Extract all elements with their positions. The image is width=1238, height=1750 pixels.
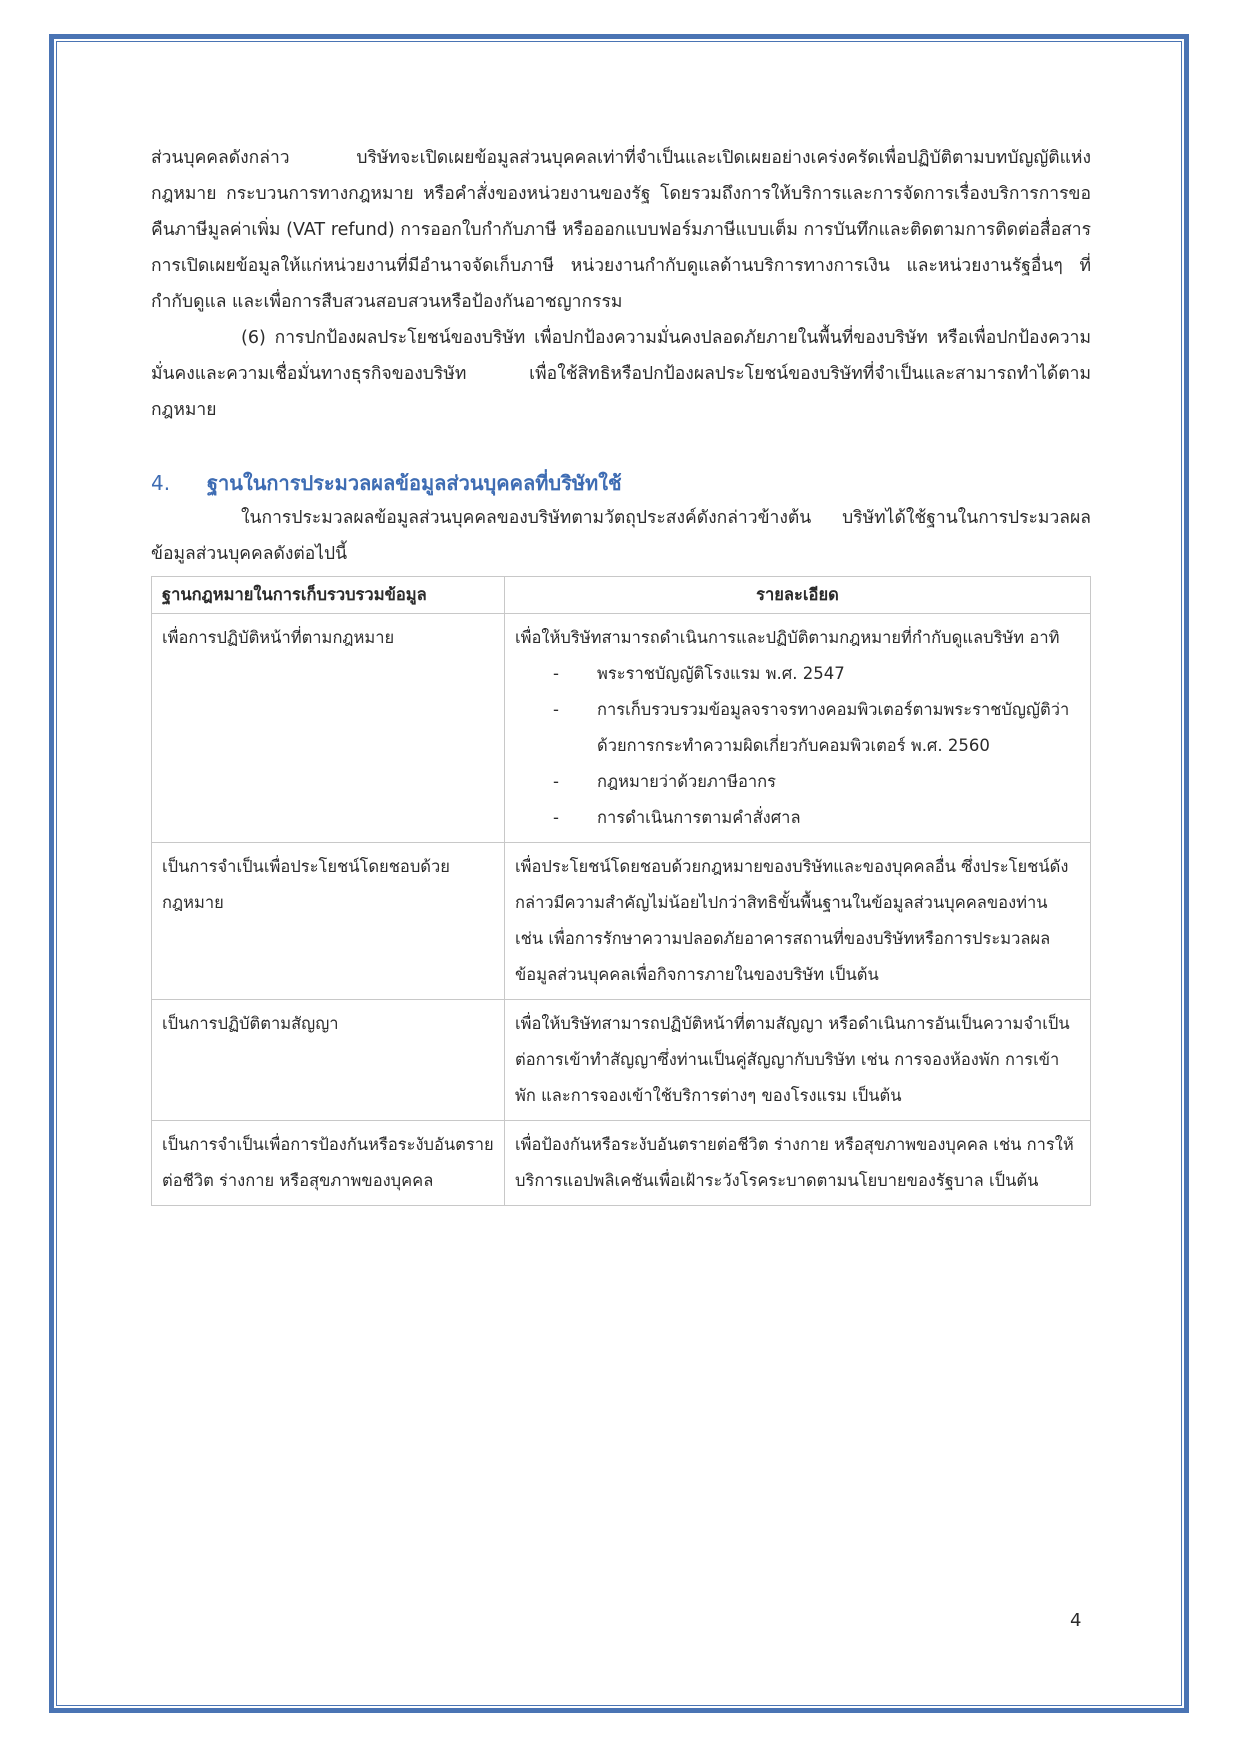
list-item-text: การดำเนินการตามคำสั่งศาล [597, 808, 801, 827]
header-legal-basis: ฐานกฎหมายในการเก็บรวบรวมข้อมูล [152, 577, 505, 614]
list-item: - การดำเนินการตามคำสั่งศาล [515, 800, 1080, 836]
paragraph-protect-interest: (6) การปกป้องผลประโยชน์ของบริษัท เพื่อปกป้องความมั่นคงปลอดภัยภายในพื้นที่ของบริษัท หรือเพื่อปกป้องความมั่นคงและความเชื่อมั่นทางธุรกิจของบริษัท เพื่อใช้สิทธิหรือปกป้องผลประโยชน์ของบริษัทที่จำเป็นและสามารถทำได้ตามกฎหมาย [151, 328, 1091, 420]
header-detail: รายละเอียด [505, 577, 1091, 614]
basis-cell: เป็นการจำเป็นเพื่อการป้องกันหรือระงับอันตรายต่อชีวิต ร่างกาย หรือสุขภาพของบุคคล [152, 1121, 505, 1206]
basis-cell: เป็นการจำเป็นเพื่อประโยชน์โดยชอบด้วยกฎหมาย [152, 843, 505, 1000]
list-item: - กฎหมายว่าด้วยภาษีอากร [515, 764, 1080, 800]
list-item-text: กฎหมายว่าด้วยภาษีอากร [597, 772, 776, 791]
list-item-text: การเก็บรวบรวมข้อมูลจราจรทางคอมพิวเตอร์ตามพระราชบัญญัติว่าด้วยการกระทำความผิดเกี่ยวกับคอมพิวเตอร์ พ.ศ. 2560 [597, 700, 1070, 755]
detail-cell: เพื่อป้องกันหรือระงับอันตรายต่อชีวิต ร่างกาย หรือสุขภาพของบุคคล เช่น การให้บริการแอปพลิเคชันเพื่อเฝ้าระวังโรคระบาดตามนโยบายของรัฐบาล เป็นต้น [505, 1121, 1091, 1206]
table-row [152, 614, 1091, 843]
detail-cell: เพื่อประโยชน์โดยชอบด้วยกฎหมายของบริษัทและของบุคคลอื่น ซึ่งประโยชน์ดังกล่าวมีความสำคัญไม่น้อยไปกว่าสิทธิขั้นพื้นฐานในข้อมูลส่วนบุคคลของท่าน เช่น เพื่อการรักษาความปลอดภัยอาคารสถานที่ของบริษัทหรือการประมวลผลข้อมูลส่วนบุคคลเพื่อกิจการภายในของบริษัท เป็นต้น [505, 843, 1091, 1000]
list-item: - การเก็บรวบรวมข้อมูลจราจรทางคอมพิวเตอร์ตามพระราชบัญญัติว่าด้วยการกระทำความผิดเกี่ยวกับคอมพิวเตอร์ พ.ศ. 2560 [515, 692, 1080, 764]
page-number: 4 [1070, 1610, 1082, 1631]
basis-cell: เป็นการปฏิบัติตามสัญญา [152, 1000, 505, 1121]
section-heading [151, 466, 1091, 500]
list-item: - พระราชบัญญัติโรงแรม พ.ศ. 2547 [515, 656, 1080, 692]
legal-basis-table [151, 576, 1091, 1206]
table-header-row [152, 577, 1091, 614]
paragraph-intro: ในการประมวลผลข้อมูลส่วนบุคคลของบริษัทตามวัตถุประสงค์ดังกล่าวข้างต้น บริษัทได้ใช้ฐานในการประมวลผลข้อมูลส่วนบุคคลดังต่อไปนี้ [151, 508, 1091, 564]
section-title: ฐานในการประมวลผลข้อมูลส่วนบุคคลที่บริษัทใช้ [207, 471, 622, 495]
table-row [152, 843, 1091, 1000]
paragraph-disclosure: ส่วนบุคคลดังกล่าว บริษัทจะเปิดเผยข้อมูลส่วนบุคคลเท่าที่จำเป็นและเปิดเผยอย่างเคร่งครัดเพื่อปฏิบัติตามบทบัญญัติแห่งกฎหมาย กระบวนการทางกฎหมาย หรือคำสั่งของหน่วยงานของรัฐ โดยรวมถึงการให้บริการและการจัดการเรื่องบริการการขอคืนภาษีมูลค่าเพิ่ม (VAT refund) การออกใบกำกับภาษี หรือออกแบบฟอร์มภาษีแบบเต็ม การบันทึกและติดตามการติดต่อสื่อสาร การเปิดเผยข้อมูลให้แก่หน่วยงานที่มีอำนาจจัดเก็บภาษี หน่วยงานกำกับดูแลด้านบริการทางการเงิน และหน่วยงานรัฐอื่นๆ ที่กำกับดูแล และเพื่อการสืบสวนสอบสวนหรือป้องกันอาชญากรรม [151, 148, 1091, 312]
detail-text: เพื่อให้บริษัทสามารถดำเนินการและปฏิบัติตามกฎหมายที่กำกับดูแลบริษัท อาทิ [515, 628, 1060, 647]
list-item-text: พระราชบัญญัติโรงแรม พ.ศ. 2547 [597, 664, 845, 683]
section-number: 4. [151, 471, 171, 495]
document-body [151, 140, 1091, 1206]
detail-cell [505, 614, 1091, 843]
law-list [515, 656, 1080, 836]
table-row [152, 1121, 1091, 1206]
table-row [152, 1000, 1091, 1121]
basis-cell: เพื่อการปฏิบัติหน้าที่ตามกฎหมาย [152, 614, 505, 843]
detail-cell: เพื่อให้บริษัทสามารถปฏิบัติหน้าที่ตามสัญญา หรือดำเนินการอันเป็นความจำเป็นต่อการเข้าทำสัญญาซึ่งท่านเป็นคู่สัญญากับบริษัท เช่น การจองห้องพัก การเข้าพัก และการจองเข้าใช้บริการต่างๆ ของโรงแรม เป็นต้น [505, 1000, 1091, 1121]
